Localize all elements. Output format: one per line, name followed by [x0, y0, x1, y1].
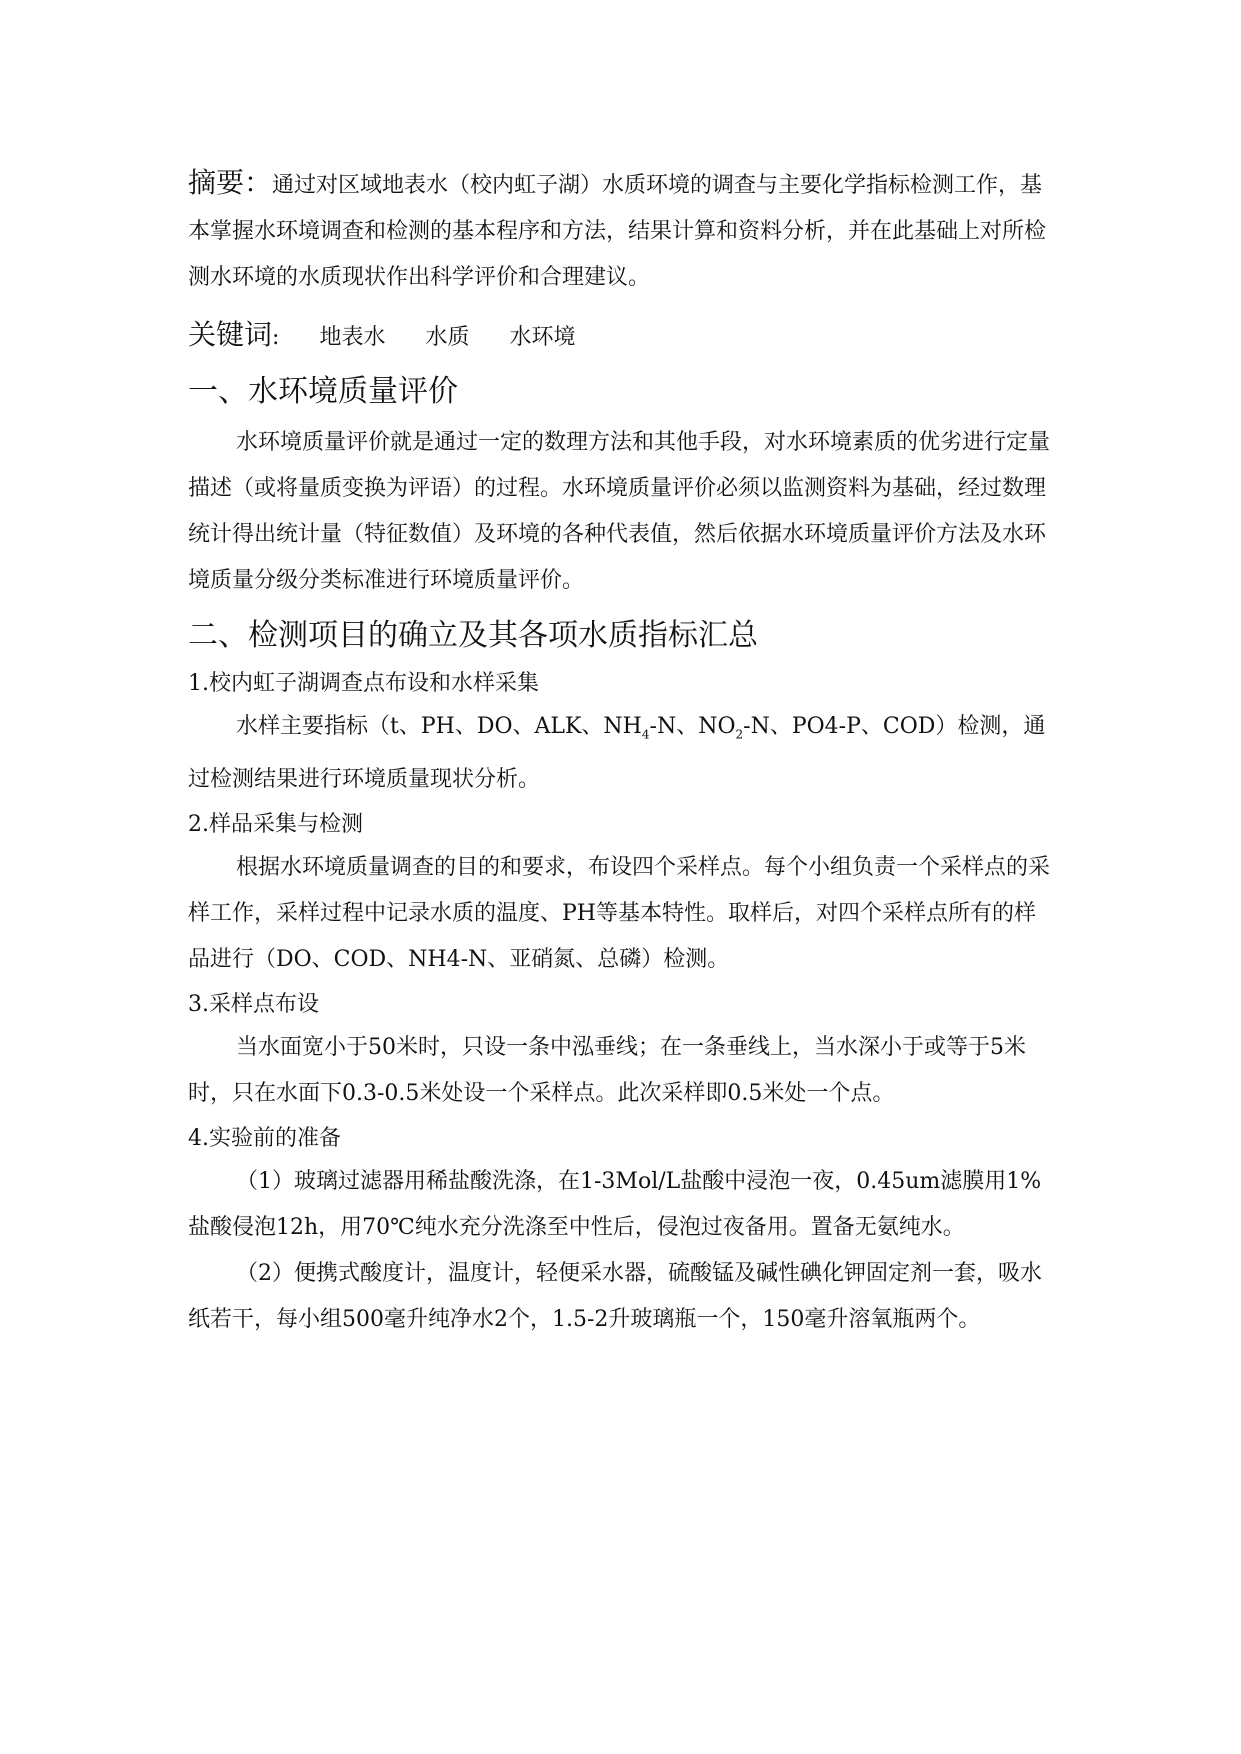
subsection-title-3: 3.采样点布设: [188, 992, 319, 1018]
abstract-text: 通过对区域地表水（校内虹子湖）水质环境的调查与主要化学指标检测工作，基本掌握水环境调查和检测的基本程序和方法，结果计算和资料分析，并在此基础上对所检测水环境的水质现状作出科学评价和合理建议。: [188, 173, 1047, 290]
s1-text-b: -N、NO: [649, 714, 736, 739]
subsection-4-paragraph-1: （1）玻璃过滤器用稀盐酸洗涤，在1-3Mol/L盐酸中浸泡一夜，0.45um滤膜用1%盐酸侵泡12h，用70℃纯水充分洗涤至中性后，侵泡过夜备用。置备无氨纯水。: [188, 1169, 1042, 1241]
subsection-2-paragraph: 根据水环境质量调查的目的和要求，布设四个采样点。每个小组负责一个采样点的采样工作，采样过程中记录水质的温度、PH等基本特性。取样后，对四个采样点所有的样品进行（DO、COD、NH4-N、亚硝氮、总磷）检测。: [188, 855, 1051, 973]
section-heading-1: 一、水环境质量评价: [188, 374, 458, 409]
abstract-label: 摘要：: [188, 166, 273, 199]
subsection-title-1: 1.校内虹子湖调查点布设和水样采集: [188, 671, 539, 696]
section-heading-2: 二、检测项目的确立及其各项水质指标汇总: [188, 618, 758, 653]
subscript-4: 4: [641, 727, 650, 742]
keywords-colon: :: [272, 325, 280, 350]
section1-paragraph: 水环境质量评价就是通过一定的数理方法和其他手段，对水环境素质的优劣进行定量描述（或将量质变换为评语）的过程。水环境质量评价必须以监测资料为基础，经过数理统计得出统计量（特征数值）及环境的各种代表值，然后依据水环境质量评价方法及水环境质量分级分类标准进行环境质量评价。: [188, 430, 1051, 593]
subsection-3-paragraph: 当水面宽小于50米时，只设一条中泓垂线；在一条垂线上，当水深小于或等于5米时，只在水面下0.3-0.5米处设一个采样点。此次采样即0.5米处一个点。: [188, 1035, 1026, 1107]
keywords: [188, 313, 1053, 360]
keyword-item: 地表水: [319, 325, 386, 350]
keyword-item: 水环境: [509, 325, 576, 350]
abstract: [188, 160, 1053, 301]
subsection-4-paragraph-2: （2）便携式酸度计，温度计，轻便采水器，硫酸锰及碱性碘化钾固定剂一套，吸水纸若干，每小组500毫升纯净水2个，1.5-2升玻璃瓶一个，150毫升溶氧瓶两个。: [188, 1261, 1042, 1333]
subsection-title-4: 4.实验前的准备: [188, 1126, 341, 1152]
subscript-2: 2: [735, 727, 744, 742]
keywords-label: 关键词: [188, 318, 273, 351]
s1-text-a: 水样主要指标（t、PH、DO、ALK、NH: [236, 714, 642, 739]
keyword-item: 水质: [425, 325, 470, 350]
document-content: [188, 160, 1053, 1343]
subsection-title-2: 2.样品采集与检测: [188, 812, 363, 838]
subsection-1-paragraph: [188, 704, 1053, 803]
s1-text-c: -N、PO4-P、COD）检测，通过检测结果进行环境质量现状分析。: [188, 714, 1046, 793]
